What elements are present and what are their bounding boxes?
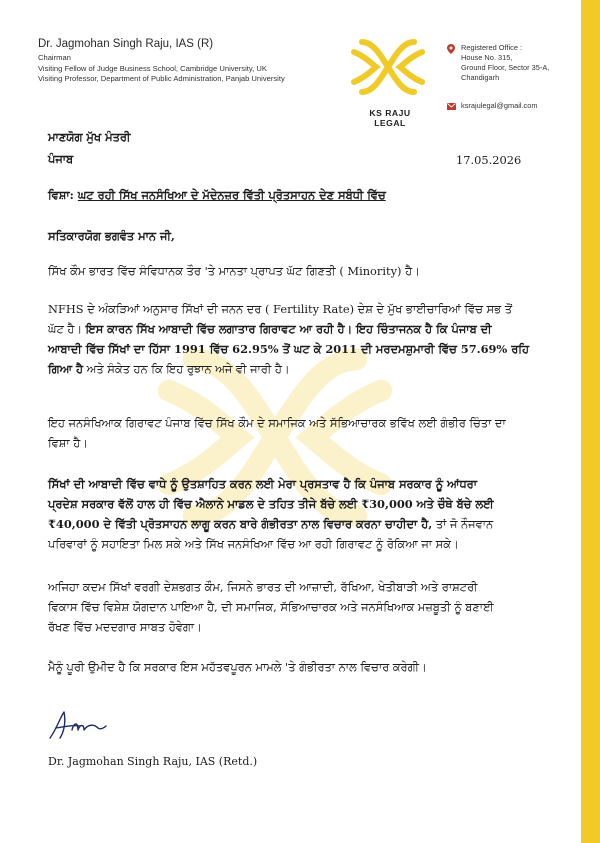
subject-label: ਵਿਸ਼ਾ: <box>48 188 74 202</box>
paragraph-3-line-2: ਵਿਸ਼ਾ ਹੈ। <box>48 436 88 450</box>
office-text <box>461 43 549 83</box>
paragraph-5-line-2: ਵਿਕਾਸ ਵਿੱਚ ਵਿਸ਼ੇਸ਼ ਯੋਗਦਾਨ ਪਾਇਆ ਹੈ, ਦੀ ਸਮਾਜਿਕ, ਸੱਭਿਆਚਾਰਕ ਅਤੇ ਜਨਸੰਖਿਆਕ ਮਜ਼ਬੂਤੀ ਨੂੰ ਬਣਾਈ <box>48 600 494 614</box>
paragraph-4-line-4: ਪਰਿਵਾਰਾਂ ਨੂੰ ਸਹਾਇਤਾ ਮਿਲ ਸਕੇ ਅਤੇ ਸਿੱਖ ਜਨਸੰਖਿਆ ਵਿੱਚ ਆ ਰਹੀ ਗਿਰਾਵਟ ਨੂੰ ਰੋਕਿਆ ਜਾ ਸਕੇ। <box>48 537 459 551</box>
letter-date: 17.05.2026 <box>456 153 522 167</box>
paragraph-5-line-1: ਅਜਿਹਾ ਕਦਮ ਸਿੱਖਾਂ ਵਰਗੀ ਦੇਸ਼ਭਗਤ ਕੌਮ, ਜਿਸਨੇ ਭਾਰਤ ਦੀ ਆਜ਼ਾਦੀ, ਰੱਖਿਆ, ਖੇਤੀਬਾੜੀ ਅਤੇ ਰਾਸ਼ਟਰੀ <box>48 580 478 594</box>
office-line-1: House No. 315, <box>461 53 513 62</box>
office-line-3: Chandigarh <box>461 73 500 82</box>
office-title: Registered Office : <box>461 43 523 52</box>
office-email: ksrajulegal@gmail.com <box>461 101 538 110</box>
signatory-name: Dr. Jagmohan Singh Raju, IAS (Retd.) <box>48 755 258 768</box>
paragraph-2 <box>48 299 529 379</box>
sender-designation: Chairman <box>38 53 71 62</box>
paragraph-2-line-4 <box>48 359 529 379</box>
paragraph-6: ਮੈਨੂੰ ਪੂਰੀ ਉਮੀਦ ਹੈ ਕਿ ਸਰਕਾਰ ਇਸ ਮਹੱਤਵਪੂਰਨ ਮਾਮਲੇ 'ਤੇ ਗੰਭੀਰਤਾ ਨਾਲ ਵਿਚਾਰ ਕਰੇਗੀ। <box>48 660 427 674</box>
logo-line-2: LEGAL <box>374 118 406 128</box>
paragraph-2-line-4-normal: ਅਤੇ ਸੰਕੇਤ ਹਨ ਕਿ ਇਹ ਰੁਝਾਨ ਅਜੇ ਵੀ ਜਾਰੀ ਹੈ। <box>86 362 290 376</box>
recipient-place: ਪੰਜਾਬ <box>48 152 74 166</box>
paragraph-5-line-3: ਰੱਖਣ ਵਿੱਚ ਮਦਦਗਾਰ ਸਾਬਤ ਹੋਵੇਗਾ। <box>48 620 202 634</box>
paragraph-2-line-2-bold: ਇਸ ਕਾਰਨ ਸਿੱਖ ਆਬਾਦੀ ਵਿੱਚ ਲਗਾਤਾਰ ਗਿਰਾਵਟ ਆ ਰਹੀ ਹੈ। ਇਹ ਚਿੰਤਾਜਨਕ ਹੈ ਕਿ ਪੰਜਾਬ ਦੀ <box>85 322 492 336</box>
subject-line <box>48 188 386 203</box>
ks-raju-legal-logo-icon <box>348 36 428 98</box>
paragraph-1: ਸਿੱਖ ਕੌਮ ਭਾਰਤ ਵਿੱਚ ਸੰਵਿਧਾਨਕ ਤੌਰ 'ਤੇ ਮਾਨਤਾ ਪ੍ਰਾਪਤ ਘੱਟ ਗਿਣਤੀ ( Minority) ਹੈ। <box>48 264 420 278</box>
paragraph-3 <box>48 413 506 453</box>
paragraph-4 <box>48 474 494 554</box>
salutation: ਸਤਿਕਾਰਯੋਗ ਭਗਵੰਤ ਮਾਨ ਜੀ, <box>48 229 175 243</box>
paragraph-3-line-1: ਇਹ ਜਨਸੰਖਿਆਕ ਗਿਰਾਵਟ ਪੰਜਾਬ ਵਿੱਚ ਸਿੱਖ ਕੌਮ ਦੇ ਸਮਾਜਿਕ ਅਤੇ ਸੱਭਿਆਚਾਰਕ ਭਵਿੱਖ ਲਈ ਗੰਭੀਰ ਚਿੰਤਾ ਦਾ <box>48 416 506 430</box>
location-pin-icon <box>447 44 455 54</box>
sender-name: Dr. Jagmohan Singh Raju, IAS (R) <box>38 38 214 50</box>
sender-affiliation-1: Visiting Fellow of Judge Business School, Cambridge University, UK <box>38 63 267 73</box>
recipient-title: ਮਾਣਯੋਗ ਮੁੱਖ ਮੰਤਰੀ <box>48 130 131 144</box>
logo-wordmark <box>343 108 437 128</box>
paragraph-4-line-2: ਪ੍ਰਦੇਸ਼ ਸਰਕਾਰ ਵੱਲੋਂ ਹਾਲ ਹੀ ਵਿੱਚ ਐਲਾਨੇ ਮਾਡਲ ਦੇ ਤਹਿਤ ਤੀਜੇ ਬੱਚੇ ਲਈ ₹30,000 ਅਤੇ ਚੌਥੇ ਬੱਚੇ ਲਈ <box>48 497 494 511</box>
paragraph-2-line-3: ਆਬਾਦੀ ਵਿੱਚ ਸਿੱਖਾਂ ਦਾ ਹਿੱਸਾ 1991 ਵਿੱਚ 62.95% ਤੋਂ ਘਟ ਕੇ 2011 ਦੀ ਮਰਦਮਸ਼ੁਮਾਰੀ ਵਿੱਚ 57.69% ਰਹਿ <box>48 342 529 356</box>
paragraph-2-line-4-bold: ਗਿਆ ਹੈ <box>48 362 83 376</box>
email-icon <box>447 103 456 110</box>
logo-line-1: KS RAJU <box>369 108 411 118</box>
paragraph-4-line-3-normal: ਤਾਂ ਜੋ ਨੌਜਵਾਨ <box>435 517 494 531</box>
handwritten-signature-icon <box>46 708 108 742</box>
paragraph-2-line-2 <box>48 319 529 339</box>
sender-block <box>38 37 285 85</box>
paragraph-2-line-1: NFHS ਦੇ ਅੰਕੜਿਆਂ ਅਨੁਸਾਰ ਸਿੱਖਾਂ ਦੀ ਜਨਨ ਦਰ ( Fertility Rate) ਦੇਸ਼ ਦੇ ਮੁੱਖ ਭਾਈਚਾਰਿਆਂ ਵਿੱਚ ਸਭ ਤੋਂ <box>48 302 513 316</box>
sender-affiliation-2: Visiting Professor, Department of Public Administration, Panjab University <box>38 74 285 83</box>
subject-text: ਘਟ ਰਹੀ ਸਿੱਖ ਜਨਸੰਖਿਆ ਦੇ ਮੱਦੇਨਜ਼ਰ ਵਿੱਤੀ ਪ੍ਰੋਤਸਾਹਨ ਦੇਣ ਸਬੰਧੀ ਵਿੱਚ <box>77 188 386 202</box>
office-line-2: Ground Floor, Sector 35-A, <box>461 63 550 72</box>
paragraph-4-line-3-bold: ₹40,000 ਦੇ ਵਿੱਤੀ ਪ੍ਰੋਤਸਾਹਨ ਲਾਗੂ ਕਰਨ ਬਾਰੇ ਗੰਭੀਰਤਾ ਨਾਲ ਵਿਚਾਰ ਕਰਨਾ ਚਾਹੀਦਾ ਹੈ, <box>48 517 433 531</box>
paragraph-5 <box>48 577 494 637</box>
accent-side-bar <box>581 0 600 843</box>
paragraph-2-line-2-normal: ਘੱਟ ਹੈ। <box>48 322 83 336</box>
paragraph-4-line-3 <box>48 514 494 534</box>
paragraph-4-line-1: ਸਿੱਖਾਂ ਦੀ ਆਬਾਦੀ ਵਿੱਚ ਵਾਧੇ ਨੂੰ ਉਤਸ਼ਾਹਿਤ ਕਰਨ ਲਈ ਮੇਰਾ ਪ੍ਰਸਤਾਵ ਹੈ ਕਿ ਪੰਜਾਬ ਸਰਕਾਰ ਨੂੰ ਆਂਧਰਾ <box>48 477 477 491</box>
